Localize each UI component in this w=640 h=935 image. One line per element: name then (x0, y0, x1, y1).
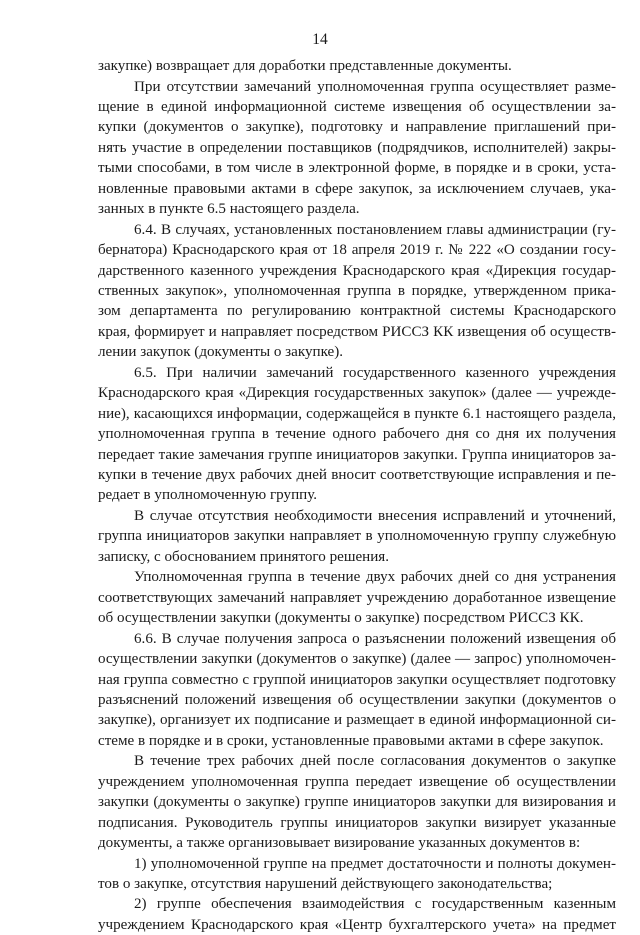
text-line: купки в течение двух рабочих дней вносит соответствующие исправления и пе- (98, 467, 616, 483)
text-line: щение в единой информационной системе извещения об осуществлении за- (98, 98, 616, 115)
text-line: 1) уполномоченной группе на предмет достаточности и полноты докумен- (134, 855, 616, 872)
text-line: записку, с обоснованием принятого решения. (98, 548, 390, 565)
text-line: края, формирует и направляет посредством РИССЗ КК извещения об осуществ- (98, 323, 616, 340)
text-line: новленные правовыми актами в сфере закупок, за исключением случаев, ука- (98, 180, 616, 197)
text-line: документы, а также организовывает визирование указанных документов в: (98, 835, 581, 852)
text-line: тов о закупке, отсутствия нарушений действующего законодательства; (98, 876, 553, 892)
text-line: ственных закупок», уполномоченная группа в порядке, утвержденном прика- (98, 282, 616, 299)
text-line: дарственного казенного учреждения Краснодарского края «Дирекция государ- (98, 262, 616, 279)
text-line: В течение трех рабочих дней после согласования документов о закупке (134, 753, 616, 770)
text-line: нять участие в определении поставщиков (подрядчиков, исполнителей) закры- (98, 139, 616, 156)
text-line: ние), касающихся информации, содержащейся в пункте 6.1 настоящего раздела, (98, 405, 616, 422)
text-line: подписания. Руководитель группы инициаторов закупки визирует указанные (98, 814, 616, 831)
text-line: осуществлении закупки (документов о закупке) (далее — запрос) уполномочен- (98, 651, 616, 667)
text-line: ная группа совместно с группой инициаторов закупки осуществляет подготовку (98, 671, 616, 688)
text-line: закупке) возвращает для доработки представленные документы. (98, 58, 512, 74)
text-line: При отсутствии замечаний уполномоченная группа осуществляет разме- (134, 78, 616, 95)
text-line: закупке), организует их подписание и размещает в единой информационной си- (98, 712, 616, 729)
text-line: передает такие замечания группе инициаторов закупки. Группа инициаторов за- (98, 446, 616, 463)
text-line: тыми способами, в том числе в электронной форме, в порядке и в сроки, уста- (98, 160, 616, 177)
text-line: 6.5. При наличии замечаний государственного казенного учреждения (134, 364, 616, 381)
text-line: Уполномоченная группа в течение двух рабочих дней со дня устранения (134, 569, 616, 586)
text-line: редает в уполномоченную группу. (98, 487, 318, 504)
text-line: 2) группе обеспечения взаимодействия с государственным казенным (134, 896, 616, 913)
text-line: группа инициаторов закупки направляет в уполномоченную группу служебную (98, 528, 616, 545)
page-number: 14 (312, 31, 328, 48)
text-line: занных в пункте 6.5 настоящего раздела. (98, 201, 360, 218)
text-line: В случае отсутствия необходимости внесения исправлений и уточнений, (134, 507, 616, 524)
text-line: купки (документов о закупке), подготовку и направление приглашений при- (98, 119, 616, 136)
text-line: учреждением Краснодарского края «Центр бухгалтерского учета» на предмет (98, 916, 616, 933)
text-line: лении закупок (документы о закупке). (98, 344, 344, 361)
text-line: 6.4. В случаях, установленных постановлением главы администрации (гу- (134, 221, 616, 238)
text-line: уполномоченная группа в течение одного рабочего дня со дня их получения (98, 426, 616, 443)
text-line: зом департамента по регулированию контрактной системы Краснодарского (98, 303, 616, 320)
text-line: 6.6. В случае получения запроса о разъяснении положений извещения об (134, 630, 616, 647)
text-line: соответствующих замечаний направляет учреждению доработанное извещение (98, 589, 616, 606)
text-line: закупки (документы о закупке) группе инициаторов закупки для визирования и (98, 794, 616, 811)
text-line: бернатора) Краснодарского края от 18 апреля 2019 г. № 222 «О создании госу- (98, 242, 616, 258)
text-line: стеме в порядке и в сроки, установленные правовыми актами в сфере закупок. (98, 732, 604, 749)
text-line: учреждением уполномоченная группа передает извещение об осуществлении (98, 773, 616, 790)
text-line: об осуществлении закупки (документы о закупке) посредством РИССЗ КК. (98, 610, 584, 627)
text-line: разъяснений положений извещения об осуществлении закупки (документов о (98, 691, 616, 708)
text-line: Краснодарского края «Дирекция государственных закупок» (далее — учрежде- (98, 385, 616, 402)
